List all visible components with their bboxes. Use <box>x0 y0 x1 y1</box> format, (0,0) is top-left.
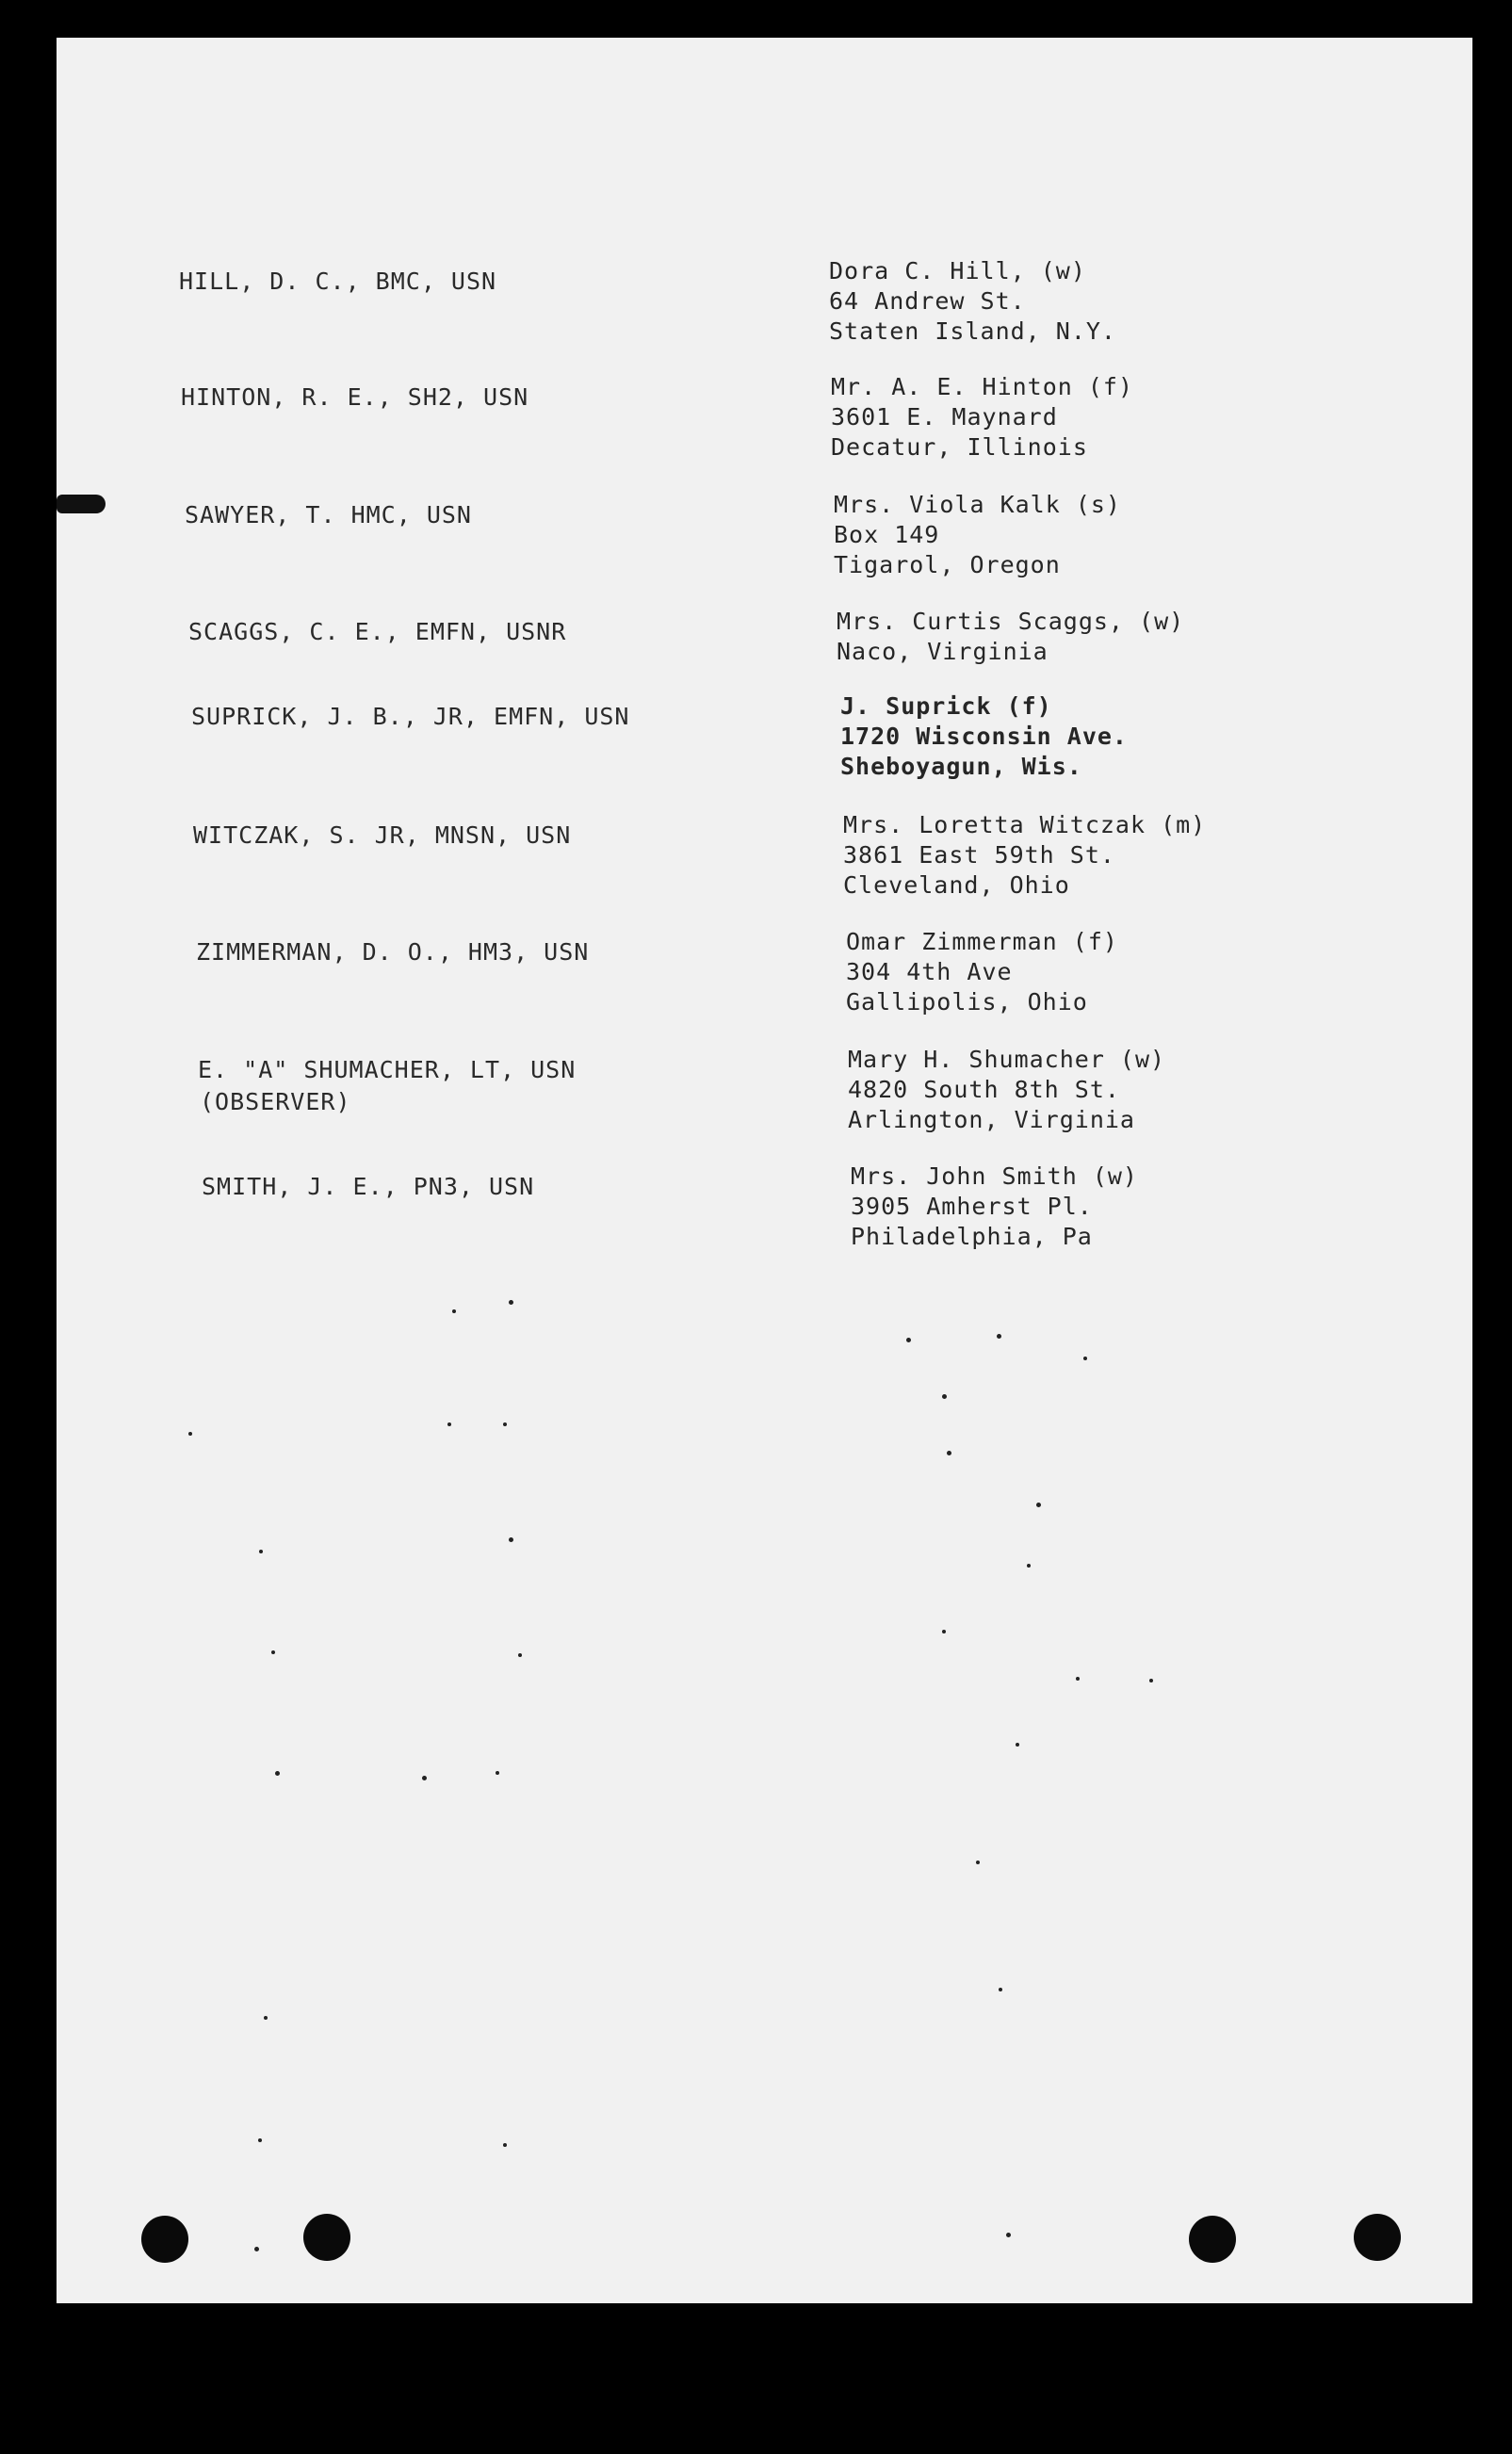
scan-speck <box>452 1309 456 1313</box>
address-line: Cleveland, Ohio <box>843 871 1070 899</box>
scan-speck <box>447 1422 451 1426</box>
sailor-name: ZIMMERMAN, D. O., HM3, USN <box>196 938 590 966</box>
scan-speck <box>906 1338 911 1342</box>
address-line: 3861 East 59th St. <box>843 841 1115 869</box>
scan-speck <box>999 1988 1002 1991</box>
scan-speck <box>947 1451 951 1455</box>
scan-speck <box>503 2143 507 2147</box>
address-line: Mary H. Shumacher (w) <box>848 1046 1166 1073</box>
scan-speck <box>422 1776 427 1780</box>
address-line: Mrs. Curtis Scaggs, (w) <box>837 608 1185 635</box>
address-line: Philadelphia, Pa <box>851 1223 1093 1250</box>
next-of-kin-address <box>840 691 1128 782</box>
document-page <box>57 38 1472 2303</box>
address-line: Staten Island, N.Y. <box>829 317 1116 345</box>
address-line: Mrs. Viola Kalk (s) <box>834 491 1121 518</box>
address-line: Gallipolis, Ohio <box>846 988 1088 1016</box>
address-line: 4820 South 8th St. <box>848 1076 1120 1103</box>
scan-speck <box>509 1537 513 1542</box>
scan-speck <box>1076 1677 1080 1681</box>
sailor-name: WITCZAK, S. JR, MNSN, USN <box>193 821 572 849</box>
punch-hole <box>141 2216 188 2263</box>
address-line: Dora C. Hill, (w) <box>829 257 1086 284</box>
sailor-name: SMITH, J. E., PN3, USN <box>202 1173 535 1200</box>
address-line: Mr. A. E. Hinton (f) <box>831 373 1134 400</box>
next-of-kin-address <box>831 372 1133 463</box>
next-of-kin-address <box>829 256 1116 347</box>
address-line: Mrs. John Smith (w) <box>851 1162 1138 1190</box>
scan-speck <box>1036 1503 1041 1507</box>
scan-speck <box>271 1650 275 1654</box>
address-line: Naco, Virginia <box>837 638 1049 665</box>
scan-speck <box>942 1630 946 1633</box>
address-line: J. Suprick (f) <box>840 692 1052 720</box>
address-line: 3905 Amherst Pl. <box>851 1193 1093 1220</box>
sailor-name: HINTON, R. E., SH2, USN <box>181 383 529 411</box>
scan-speck <box>275 1771 280 1776</box>
punch-hole <box>1189 2216 1236 2263</box>
address-line: 64 Andrew St. <box>829 287 1026 315</box>
next-of-kin-address <box>843 810 1206 901</box>
scan-speck <box>1149 1679 1153 1682</box>
next-of-kin-address <box>837 607 1184 667</box>
address-line: Decatur, Illinois <box>831 433 1088 461</box>
punch-hole <box>1354 2214 1401 2261</box>
sailor-name: SUPRICK, J. B., JR, EMFN, USN <box>191 703 630 730</box>
address-line: 1720 Wisconsin Ave. <box>840 723 1128 750</box>
scan-speck <box>188 1432 192 1436</box>
address-line: Box 149 <box>834 521 940 548</box>
scan-speck <box>503 1422 507 1426</box>
address-line: Tigarol, Oregon <box>834 551 1061 578</box>
scan-speck <box>509 1300 513 1305</box>
address-line: Arlington, Virginia <box>848 1106 1135 1133</box>
scan-speck <box>1006 2233 1011 2237</box>
scan-speck <box>258 2138 262 2142</box>
binding-mark <box>57 495 106 513</box>
next-of-kin-address <box>834 490 1121 580</box>
next-of-kin-address <box>846 927 1118 1017</box>
address-line: Omar Zimmerman (f) <box>846 928 1118 955</box>
address-line: 3601 E. Maynard <box>831 403 1058 431</box>
scan-speck <box>254 2247 259 2251</box>
address-line: Sheboyagun, Wis. <box>840 753 1082 780</box>
scan-speck <box>259 1550 263 1553</box>
observer-note: (OBSERVER) <box>200 1088 351 1115</box>
address-line: 304 4th Ave <box>846 958 1013 985</box>
scan-speck <box>1083 1357 1087 1360</box>
punch-hole <box>303 2214 350 2261</box>
scan-speck <box>518 1653 522 1657</box>
scan-speck <box>997 1334 1001 1339</box>
sailor-name: SAWYER, T. HMC, USN <box>185 501 472 528</box>
scan-speck <box>976 1861 980 1864</box>
sailor-name: E. "A" SHUMACHER, LT, USN <box>198 1056 577 1083</box>
sailor-name: SCAGGS, C. E., EMFN, USNR <box>188 618 567 645</box>
scan-speck <box>496 1771 499 1775</box>
next-of-kin-address <box>851 1162 1138 1252</box>
scan-speck <box>1016 1743 1019 1747</box>
scan-speck <box>1027 1564 1031 1568</box>
address-line: Mrs. Loretta Witczak (m) <box>843 811 1207 838</box>
scan-speck <box>264 2016 268 2020</box>
sailor-name: HILL, D. C., BMC, USN <box>179 268 497 295</box>
scan-speck <box>942 1394 947 1399</box>
next-of-kin-address <box>848 1045 1165 1135</box>
